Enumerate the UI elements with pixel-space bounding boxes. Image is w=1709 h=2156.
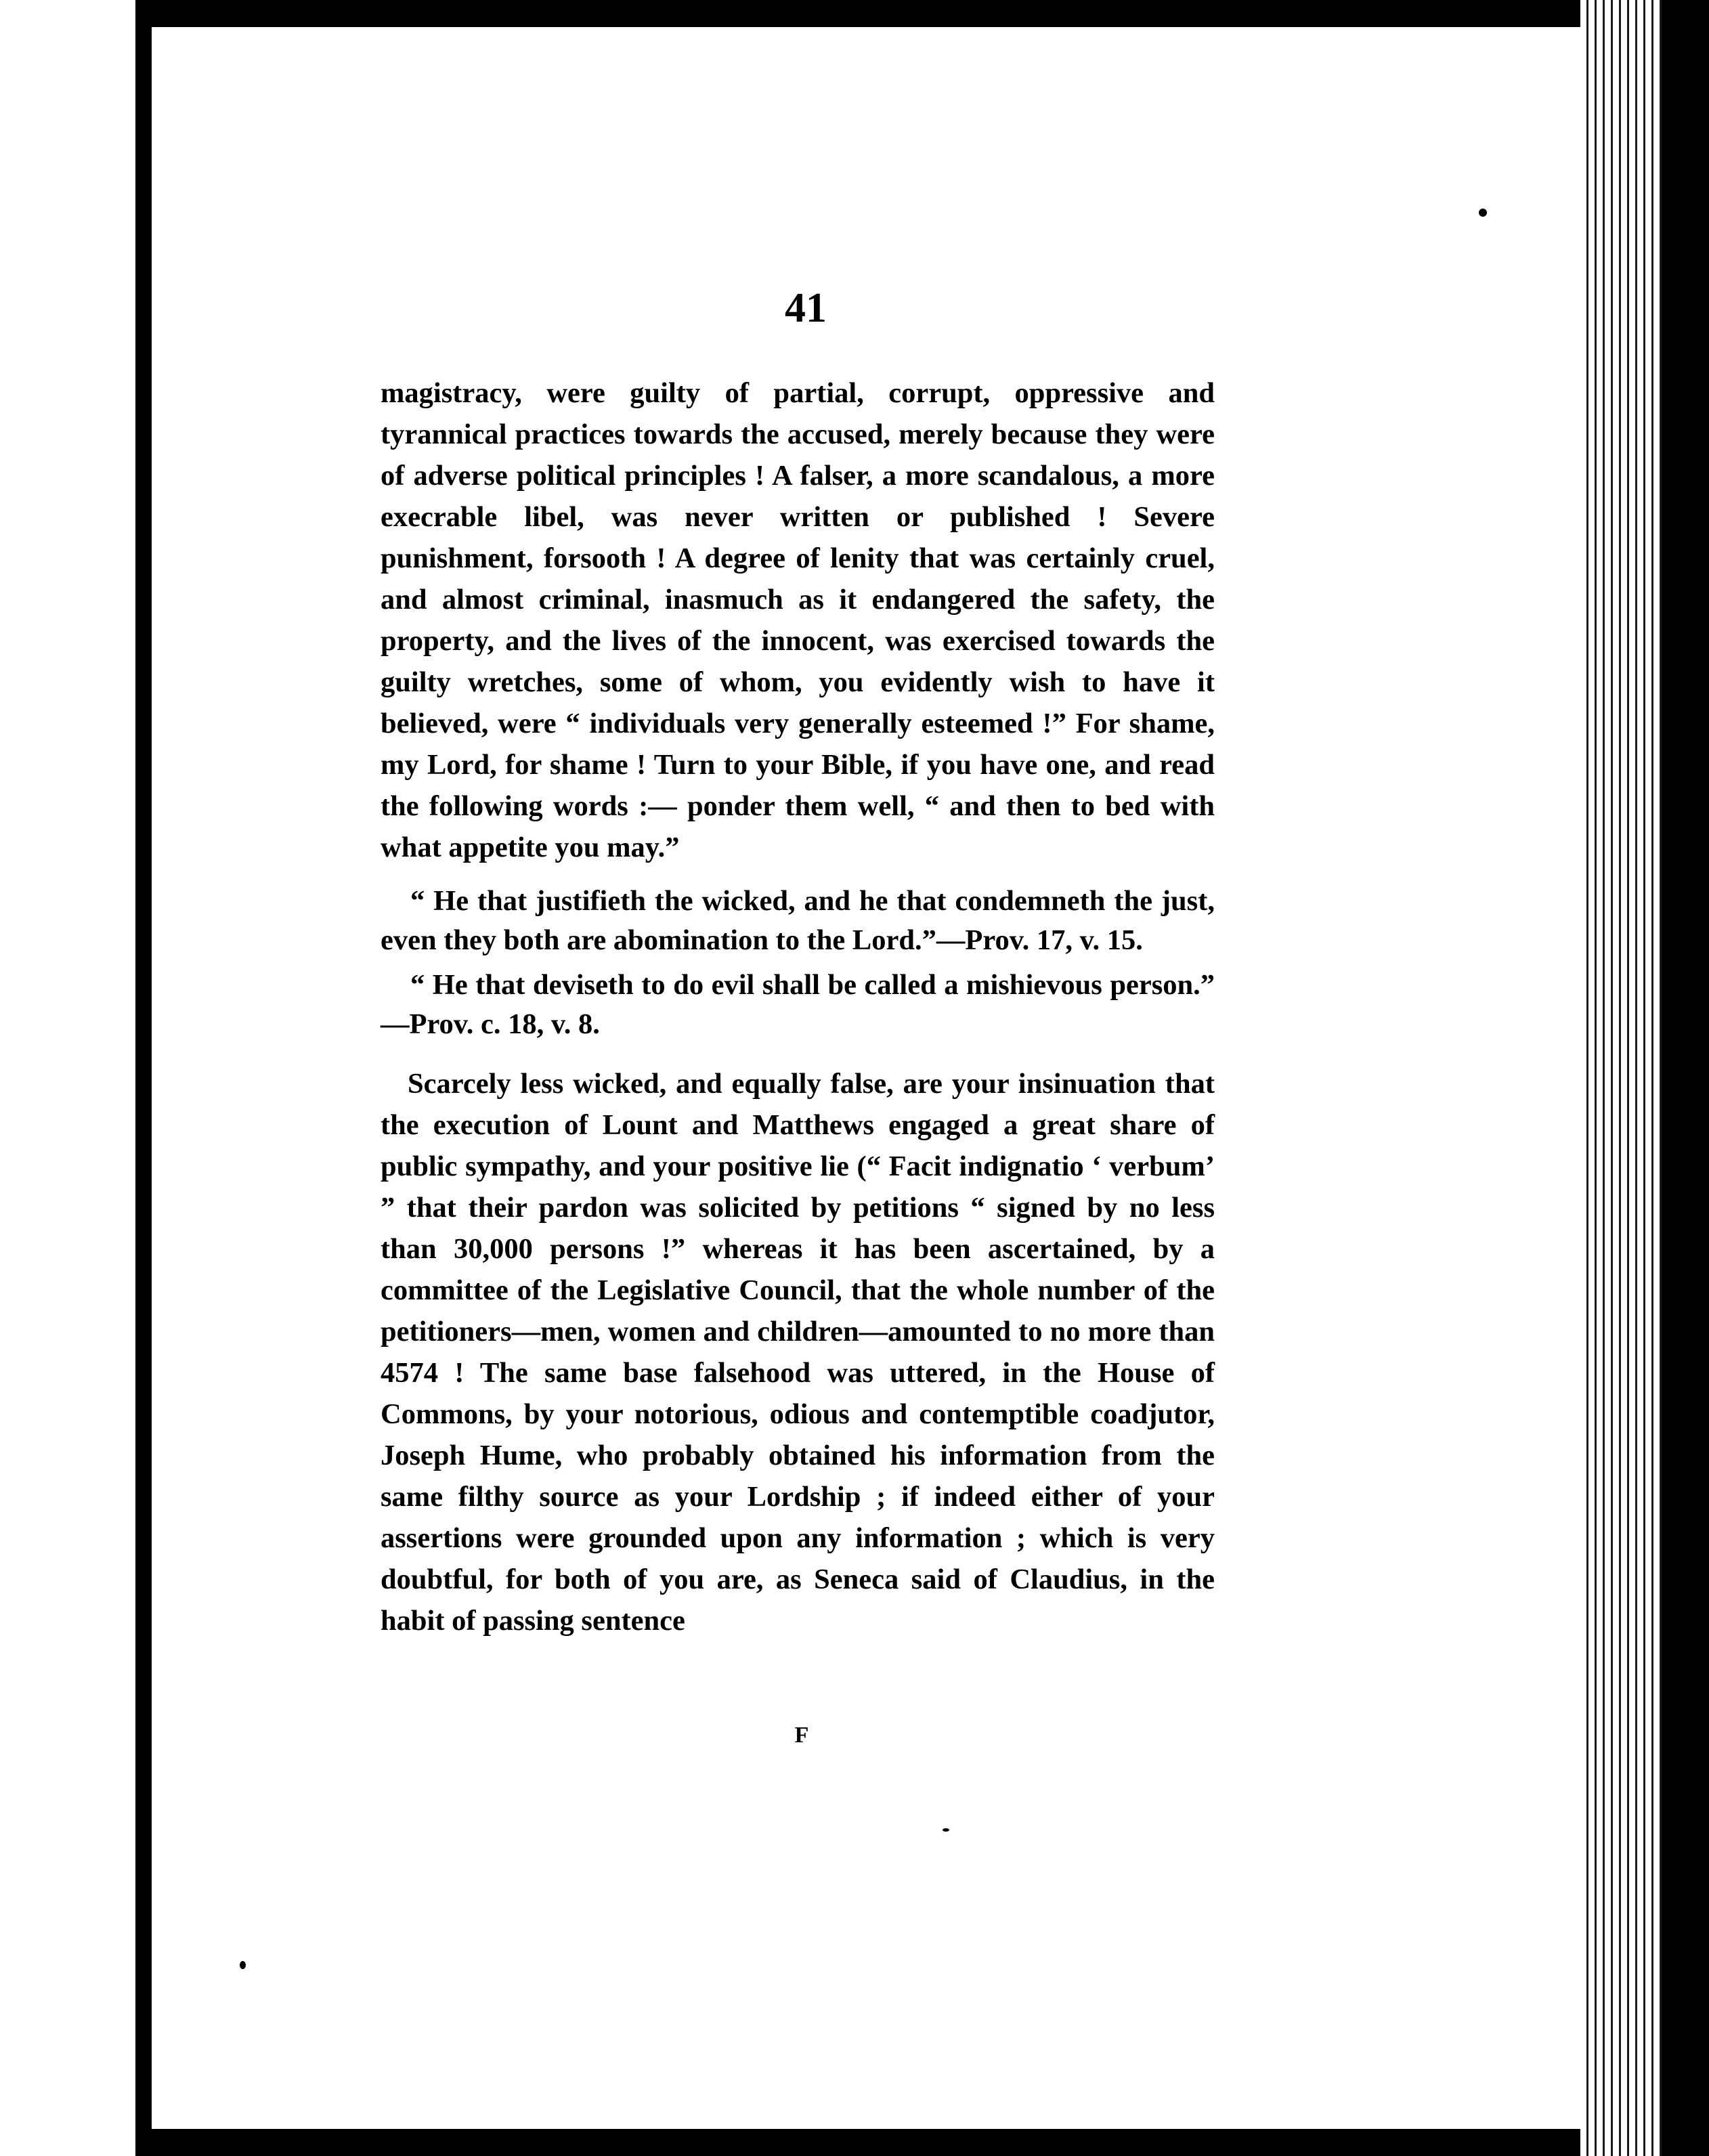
ink-speck	[872, 2140, 879, 2147]
ink-speck	[470, 2141, 475, 2147]
page-fore-edge	[1580, 0, 1662, 2156]
page-number: 41	[785, 285, 827, 331]
paragraph-scarcely-less-wicked: Scarcely less wicked, and equally false, are your insinuation that the execution of Lount and Matthews engaged a great share of public sympathy, and your positive lie (“ Facit indignatio ‘ verbum’ ” that their pardon was solicited by petitions “ signed by no less than 30,000 persons !” whereas it has been ascertained, by a committee of the Legislative Council, that the whole number of the petitioners—men, women and children—amounted to no more than 4574 ! The same base falsehood was uttered, in the House of Commons, by your notorious, odious and contemptible coadjutor, Joseph Hume, who probably obtained his information from the same filthy source as your Lordship ; if indeed either of your assertions were grounded upon any information ; which is very doubtful, for both of you are, as Seneca said of Claudius, in the habit of passing sentence	[381, 1068, 1215, 1637]
signature-mark: F	[794, 1723, 809, 1748]
page-body-text	[381, 372, 1215, 1641]
ink-speck	[1479, 209, 1487, 217]
book-gutter	[135, 0, 152, 2156]
ink-speck	[240, 1961, 246, 1969]
scan-border	[1662, 0, 1709, 2156]
facing-page-edge	[0, 0, 135, 2156]
scripture-quote-proverbs-17: “ He that justifieth the wicked, and he that condemneth the just, even they both are abomination to the Lord.”—Prov. 17, v. 15.	[381, 885, 1215, 956]
scripture-quote-proverbs-18: “ He that deviseth to do evil shall be called a mishievous person.” —Prov. c. 18, v. 8.	[381, 969, 1215, 1040]
paragraph-magistracy: magistracy, were guilty of partial, corrupt, oppressive and tyrannical practices towards the accused, merely because they were of adverse political principles ! A falser, a more scandalous, a more execrable libel, was never written or published ! Severe punishment, forsooth ! A degree of lenity that was certainly cruel, and almost criminal, inasmuch as it endangered the safety, the property, and the lives of the innocent, was exercised towards the guilty wretches, some of whom, you evidently wish to have it believed, were “ individuals very generally esteemed !” For shame, my Lord, for shame ! Turn to your Bible, if you have one, and read the following words :— ponder them well, “ and then to bed with what appetite you may.”	[381, 377, 1215, 863]
ink-speck	[943, 1828, 949, 1832]
